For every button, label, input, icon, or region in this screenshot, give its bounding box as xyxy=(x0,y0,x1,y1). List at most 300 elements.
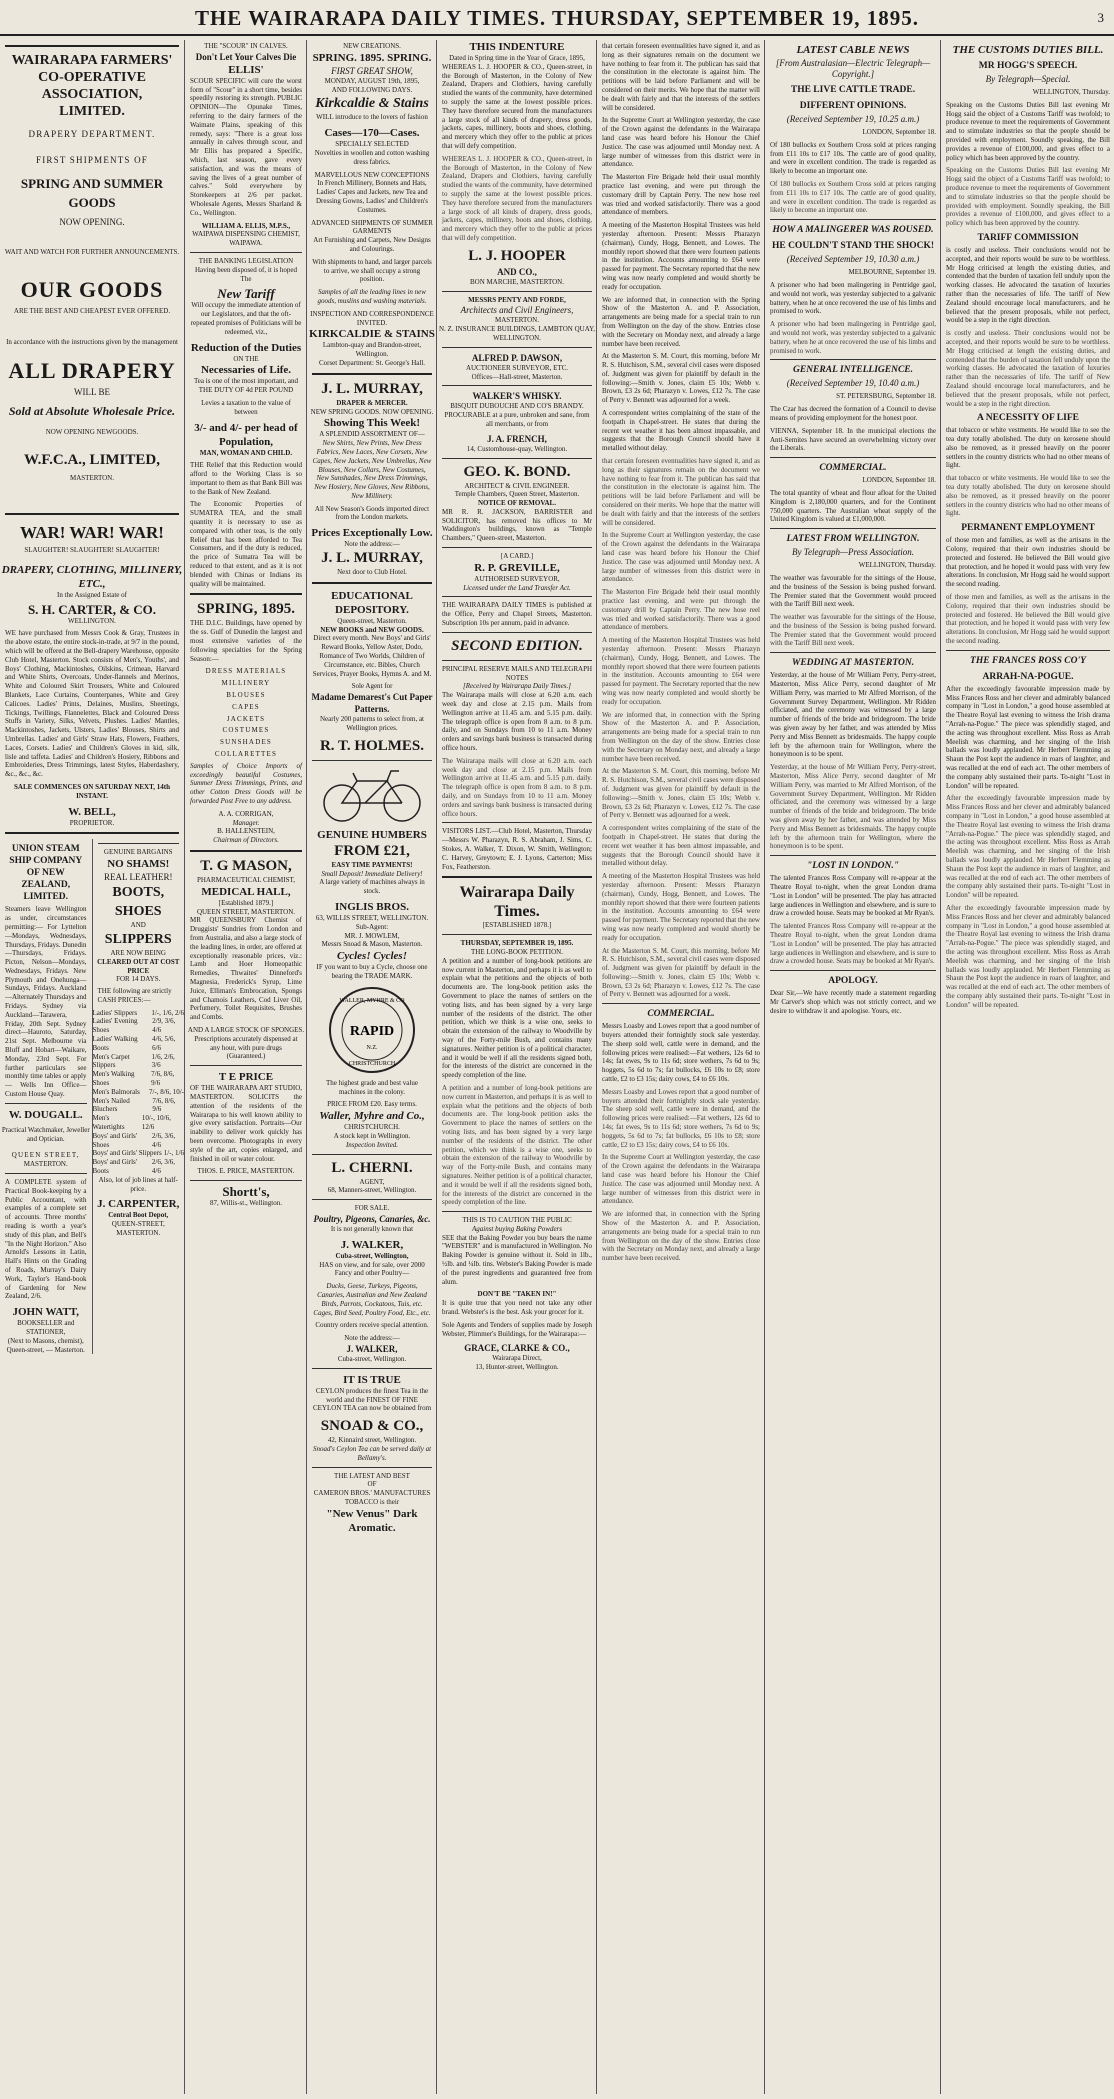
banking-levies: Levies a taxation to the value of between xyxy=(201,398,291,416)
leader-body-repeat: A petition and a number of long-book petitions are now current in Masterton, and perhaps it is as well to explain what the petitions and the objects of both documents are. The long-book petition asks the Government to place the names of settlers on the voting lists, and has been signed by a very large number of the residents of the district. The other petition, which we think is a wise one, seeks to obtain the extension of the railway to Woodville by way of the Forty-mile Bush, and contains many signatures. Neither petition is of a political character, and it would be well if all the residents signed both, for the interests of the district are concerned in the speedy completion of the line. xyxy=(442,1083,592,1207)
murray-prices: Prices Exceptionally Low. xyxy=(311,527,433,540)
jackson-body: MR R. R. JACKSON, BARRISTER and SOLICITOR, has removed his offices to Mr Waddington's buildings, known as "Temple Chambers," Queen-street, Masterton. xyxy=(442,507,592,543)
k-following: AND FOLLOWING DAYS. xyxy=(331,85,413,94)
penty-town: MASTERTON. xyxy=(495,316,539,325)
humber-highest: The highest grade and best value machines in the colony. xyxy=(326,1078,418,1096)
greville-addr: Licensed under the Land Transfer Act. xyxy=(463,583,571,592)
k-novelties: Novelties in woollen and cotton washing dress fabrics. xyxy=(314,148,430,166)
greville-name: R. P. GREVILLE, xyxy=(474,561,560,574)
column-1 xyxy=(0,40,184,2094)
banking-on: ON THE xyxy=(233,354,259,363)
penty-trade: Architects and Civil Engineers, xyxy=(460,305,574,316)
maling-sub: HE COULDN'T STAND THE SHOCK! xyxy=(771,241,935,252)
cherni-name: L. CHERNI. xyxy=(331,1159,413,1176)
spring-item: CAPES xyxy=(232,702,260,711)
wfca-our-goods: OUR GOODS xyxy=(20,276,164,302)
war-estate: In the Assigned Estate of xyxy=(57,590,127,599)
ellis-trade: WAIPAWA DISPENSING CHEMIST, WAIPAWA. xyxy=(192,230,300,248)
boots-price-row xyxy=(93,1097,185,1115)
wfca-town: MASTERTON. xyxy=(70,474,114,483)
caution-dont: DON'T BE "TAKEN IN!" xyxy=(477,1290,557,1299)
boots-and: AND xyxy=(130,921,146,930)
sale-note: Note the address:— xyxy=(344,1334,400,1343)
sale-head: FOR SALE. xyxy=(354,1204,390,1213)
carpenter-name: J. CARPENTER, xyxy=(97,1198,180,1211)
seal-rapid: RAPID xyxy=(349,1023,395,1039)
boots-price-value: 7/6, 8/6, 9/6 xyxy=(151,1070,175,1088)
greville-trade: AUTHORISED SURVEYOR, xyxy=(474,574,560,583)
boots-price-item: Ladies' Evening Shoes xyxy=(92,1017,138,1035)
sale-has: HAS on view, and for sale, over 2000 Fancy and other Poultry— xyxy=(319,1260,425,1278)
boots-price-item: Boys' and Girls' Shoes xyxy=(92,1131,138,1149)
mason-trade: PHARMACEUTICAL CHEMIST, xyxy=(196,875,295,884)
mails-head: PRINCIPAL RESERVE MAILS AND TELEGRAPH NOTES xyxy=(441,664,593,682)
cable-p1-repeat: Of 180 bullocks ex Southern Cross sold at prices ranging from £11 10s to £17 10s. The cattle are of good quality, and were in excellent condition. The trade is regarded as likely to become an important one. xyxy=(770,179,936,215)
mails-sub: [Received by Wairarapa Daily Times.] xyxy=(462,682,572,691)
venus-of: OF xyxy=(367,1480,377,1489)
sale-country: Country orders receive special attention. xyxy=(315,1321,429,1330)
carpenter-addr: QUEEN-STREET, MASTERTON. xyxy=(111,1220,165,1238)
war-prop: PROPRIETOR. xyxy=(69,818,115,827)
customs-p2-repeat: is costly and useless. Their conclusions would not be accepted, and their reports would be sure to be worthless. Mr Hogg criticised at length the existing duties, and contended that the burden of taxation fell unduly upon the working classes. He advocated the taxation of luxuries rather than the necessaries of life. The tariff of New Zealand should encourage local manufacturers, and he believed that the present proposals, while not perfect, would be a step in the right direction. xyxy=(946,329,1110,408)
mason-hall: MEDICAL HALL, xyxy=(201,885,291,898)
bond-trade: ARCHITECT & CIVIL ENGINEER. xyxy=(464,481,570,490)
second-edition: SECOND EDITION. xyxy=(451,637,583,654)
banking-head: THE BANKING LEGISLATION xyxy=(198,256,294,265)
customs-by: By Telegraph—Special. xyxy=(985,74,1071,84)
customs-p1-repeat: Speaking on the Customs Duties Bill last evening Mr Hogg said the object of a Customs Tariff was twofold; to produce revenue to meet the requirements of Government and to stimulate industries so that the people should be provided with employment. Soundly speaking, the Bill provides a revenue of £100,000, and gives effect to a policy which has been approved by the country. xyxy=(946,166,1110,228)
caution-addr2: 13, Hunter-street, Wellington. xyxy=(475,1363,559,1372)
boots-price-item: Ladies' Slippers xyxy=(92,1008,138,1017)
k-inspection: INSPECTION AND CORRESPONDENCE INVITED. xyxy=(310,309,434,327)
war-wellington: WELLINGTON. xyxy=(68,616,116,625)
boots-price-value: 10/-, 10/6, 12/6 xyxy=(141,1114,171,1132)
boots-price-value: 1/-, 1/6, 2/6 xyxy=(151,1008,184,1017)
murray-splendid: A SPLENDID ASSORTMENT OF— xyxy=(319,430,425,439)
bicycle-illustration xyxy=(317,765,427,825)
wfca-title-3: LIMITED. xyxy=(59,104,125,119)
caution-body2: It is quite true that you need not take any other brand. Webster's is the best. Ask your grocer for it. xyxy=(442,1299,592,1317)
banner-title: Wairarapa Daily Times. xyxy=(459,884,575,921)
murray-note: Note the address:— xyxy=(344,540,400,549)
perm-head: PERMANENT EMPLOYMENT xyxy=(961,523,1095,534)
tariff-head: TARIFF COMMISSION xyxy=(977,232,1079,243)
k-spring: SPRING. 1895. SPRING. xyxy=(312,51,432,64)
boots-price-row xyxy=(93,1053,185,1071)
venus-name: "New Venus" Dark Aromatic. xyxy=(326,1507,418,1534)
news-2: In the Supreme Court at Wellington yesterday, the case of the Crown against the defendants in the Wairarapa land case was heard before his Honour the Chief Justice. The case was adjourned until Monday next. A large number of witnesses from this district were in attendance. xyxy=(602,116,760,169)
k-advanced: ADVANCED SHIPMENTS OF SUMMER GARMENTS xyxy=(311,218,433,236)
murray-new: NEW SPRING GOODS. NOW OPENING. xyxy=(310,407,434,416)
commercial-body-repeat: Messrs Loasby and Lowes report that a good number of buyers attended their fortnightly stock sale yesterday. The sheep sold well, cattle were in demand, and the following prices were realised:—Fat wethers, 12s 6d to 14s; fat ewes, 9s to 11s 6d; store wethers, 7s 6d to 9s; hoggets, 5s 6d to 7s; fat bullocks, £6 10s to £8; store cattle, £2 to £3 15s; dairy cows, £4 to £6 10s. xyxy=(602,1087,760,1149)
dougall-trade: Practical Watchmaker, Jeweller and Optician. xyxy=(1,1125,90,1143)
boots-price-value: 2/6, 3/6, 4/6 xyxy=(152,1131,176,1149)
column-2 xyxy=(184,40,307,2094)
gen-recv: (Received September 19, 10.40 a.m.) xyxy=(786,378,920,389)
necessity-head: A NECESSITY OF LIFE xyxy=(977,413,1079,424)
wfca-spring: SPRING AND SUMMER GOODS xyxy=(20,176,164,210)
banking-body: Will occupy the immediate attention of our Legislators, and that the oft-repeated promises of Politicians will be redeemed, viz., xyxy=(190,301,302,336)
cable-head: LATEST CABLE NEWS xyxy=(796,44,910,56)
war-drapery: DRAPERY, CLOTHING, MILLINERY, ETC., xyxy=(1,563,183,590)
boots-price-value: 2/9, 3/6, 4/6 xyxy=(152,1017,176,1035)
banking-tea: Tea is one of the most important, and THE DUTY OF 4d PER POUND xyxy=(193,377,299,395)
humber-sub: Sub-Agent: xyxy=(355,922,389,931)
war-body: WE have purchased from Messrs Cook & Gray, Trustees in the above estate, the entire stock-in-trade, at 9/7 in the pound, which will be offered at the Bell-drapery Warehouse, opposite Club Hotel, Masterton. Stock consists of Men's, Youths', and Boys' Clothing, Mackintoshes, Oilskins, Crimean, Harvard and White Shirts, Overcoats, Under-flannels and Merinos, White and Coloured Skirt Trousers, White and Coloured Blankets, Lace Curtains, Counterpanes, White and Grey Calicoes. Ladies' Prints, Delaines, Muslins, Sheetings, Tickings, Twillings, Flannelettes, Black and Coloured Dress Stuffs in Variety, Silks, Velvets, Plushes. Ladies' Mantles, Mackintoshes, Jackets, Ulsters, Ladies' Blouses, Shirts and Umbrellas. Ladies' and Girls' Straw Hats, Flowers, Feathers, Laces, Corsets. Ladies' and Children's Gloves in kid, silk, lisle and taffeta. Ladies' and Children's Hosiery, Ribbons and Embroideries, Dress Trimmings, latest Styles, Haberdashery, &c., &c., &c. xyxy=(5,629,179,779)
ross-arrah: ARRAH-NA-POGUE. xyxy=(982,671,1074,682)
k-sample: Samples of all the leading lines in new goods, muslins and washing materials. xyxy=(317,288,427,305)
watt-trade: BOOKSELLER and STATIONER, xyxy=(17,1319,75,1336)
edu-body: Direct every month. New Boys' and Girls' Reward Books, Yellow Aster, Dodo, Romance of Two Worlds, Children of Circumstance, etc. Bibles, Church Services, Prayer Books, Hymns A. and M. xyxy=(312,634,432,678)
cable-live: THE LIVE CATTLE TRADE. xyxy=(790,85,916,95)
banking-man: MAN, WOMAN AND CHILD. xyxy=(199,448,293,457)
wel-p: The weather was favourable for the sittings of the House, and the business of the Session is being pushed forward. The Premier stated that the Government would proceed with the Tariff Bill next week. xyxy=(770,573,936,609)
maling-loc: MELBOURNE, September 19. xyxy=(848,268,936,277)
boots-genuine: GENUINE BARGAINS xyxy=(103,848,173,857)
news-5-repeat-2: We are informed that, in connection with the Spring Show of the Masterton A. and P. Association, arrangements are being made for a special train to run from Wellington on the day of the show. Entries close with the Secretary on Monday next, and already a large number have been received. xyxy=(602,1210,760,1263)
spring-mgr-title: Manager. xyxy=(232,818,260,827)
mason-name: T. G MASON, xyxy=(200,857,292,874)
mason-large: AND A LARGE STOCK OF SPONGES. xyxy=(187,1025,305,1034)
news-3: The Masterton Fire Brigade held their usual monthly practice last evening, and were put through the customary drill by Captain Perry. The new hose reel was tried and worked satisfactorily. There was a good attendance of members. xyxy=(602,173,760,217)
edu-name: R. T. HOLMES. xyxy=(319,737,425,754)
boots-real: REAL LEATHER! xyxy=(104,872,173,883)
k-name: Kirkcaldie & Stains xyxy=(315,96,429,112)
boots-price-item: Boys' and Girls' Boots xyxy=(92,1158,138,1176)
shortt-addr: 87, Willis-st., Wellington. xyxy=(209,1199,282,1208)
shortt-name: Shortt's, xyxy=(222,1184,270,1200)
boots-price-item: Men's Carpet Slippers xyxy=(92,1052,130,1070)
news-5: We are informed that, in connection with the Spring Show of the Masterton A. and P. Association, arrangements are being made for a special train to run from Wellington on the day of the show. Entries close with the Secretary on Monday next, and already a large number have been received. xyxy=(602,295,760,348)
hooper-addr: BON MARCHE, MASTERTON. xyxy=(470,277,564,286)
wedding-head: WEDDING AT MASTERTON. xyxy=(791,658,915,669)
watt-name: JOHN WATT, xyxy=(12,1306,80,1319)
maling-recv: (Received September 19, 10.30 a.m.) xyxy=(786,254,920,265)
boots-price-row xyxy=(93,1035,185,1053)
cable-p1: Of 180 bullocks ex Southern Cross sold at prices ranging from £11 10s to £17 10s. The cattle are of good quality, and were in excellent condition. The trade is regarded as likely to become an important one. xyxy=(770,140,936,176)
calves-sub: Don't Let Your Calves Die xyxy=(195,51,297,62)
lost-p-repeat: The talented Frances Ross Company will re-appear at the Theatre Royal to-night, when the great London drama "Lost in London" will be presented. The play has attracted large audiences in Wellington and elsewhere, and is sure to draw a crowded house. Seats may be booked at Mr Ryan's. xyxy=(770,922,936,966)
wfca-all-drapery: ALL DRAPERY xyxy=(8,358,176,384)
carpenter-depot: Central Boot Depot, xyxy=(108,1211,169,1220)
customs-p4: of those men and families, as well as the artisans in the Colony, required that their own industries should be protected and fostered. He believed the Bill would give that protection, and he hoped it would pass with very few alterations. In conclusion, Mr Hogg said he would support the second reading. xyxy=(946,536,1110,589)
boots-price-row xyxy=(93,1158,185,1176)
walkers-head: WALKER'S WHISKY. xyxy=(472,391,562,402)
caution-sub: Against buying Baking Powders xyxy=(471,1224,563,1233)
humber-name: INGLIS BROS. xyxy=(335,901,409,914)
dawson-name: ALFRED P. DAWSON, xyxy=(471,352,563,363)
k-marvellous: MARVELLOUS NEW CONCEPTIONS xyxy=(314,170,430,179)
wfca-title-1: WAIRARAPA FARMERS' xyxy=(11,53,173,68)
wfca-wait: WAIT AND WATCH FOR FURTHER ANNOUNCEMENTS. xyxy=(4,248,180,256)
news-6: At the Masterton S. M. Court, this morning, before Mr R. S. Hutchison, S.M., several civil cases were disposed of. Judgment was given for plaintiff by default in the following:—Smith v. Jones, claim £5 10s; Webb v. Brown, £3 2s 6d; Pharazyn v. Lowes, £12 7s. The case of Perry v. Bennett was adjourned for a week. xyxy=(602,352,760,405)
price-body: OF THE WAIRARAPA ART STUDIO, MASTERTON. SOLICITS the attention of the residents of the Wairarapa to his well known ability to give every satisfaction. Portraits—Our inability to deliver work quickly has been overcome. Photographs in every style of the art, copies enlarged, and finished in oil or water colour. xyxy=(190,1084,302,1163)
commercial-body: Messrs Loasby and Lowes report that a good number of buyers attended their fortnightly stock sale yesterday. The sheep sold well, cattle were in demand, and the following prices were realised:—Fat wethers, 12s 6d to 14s; fat ewes, 9s to 11s 6d; store wethers, 7s 6d to 9s; hoggets, 5s 6d to 7s; fat bullocks, £6 10s to £8; store cattle, £2 to £3 15s; dairy cows, £4 to £6 10s. xyxy=(602,1022,760,1084)
boots-are: ARE NOW BEING xyxy=(110,948,166,957)
spring-item-list xyxy=(185,667,307,758)
sale-addr2: Cuba-street, Wellington. xyxy=(337,1354,407,1363)
boots-boots: BOOTS, SHOES xyxy=(112,885,165,920)
spring-item: COSTUMES xyxy=(222,726,270,735)
boots-intro: THE following are strictly CASH PRICES:— xyxy=(97,987,172,1004)
caution-addr: Wairarapa Direct, xyxy=(492,1354,542,1363)
humber-easy: EASY TIME PAYMENTS! xyxy=(331,860,413,869)
boots-price-list xyxy=(93,1009,185,1176)
wfca-title-2: CO-OPERATIVE ASSOCIATION, xyxy=(38,70,146,102)
hooper-and: AND CO., xyxy=(497,266,537,277)
seal-line-1: WALLER, MYHRE & CO xyxy=(339,997,405,1004)
banner-est: [ESTABLISHED 1878.] xyxy=(482,921,552,930)
humber-price: PRICE FROM £20. Easy terms. xyxy=(327,1100,417,1109)
sale-items: Ducks, Geese, Turkeys, Pigeons, Canaries, Australian and New Zealand Birds, Parrots, Cockatoos, Tuis, etc. Cages, Bird Seed, Poultry Food, Etc., etc. xyxy=(313,1282,431,1317)
spring-chem: B. HALLENSTEIN, xyxy=(217,827,275,836)
sale-name: J. WALKER, xyxy=(340,1238,404,1251)
war-sale: SALE COMMENCES ON SATURDAY NEXT, 14th INSTANT. xyxy=(14,782,170,800)
spring-item: COLLARETTES xyxy=(214,750,278,759)
gen-loc: ST. PETERSBURG, September 18. xyxy=(836,392,936,401)
watt-town: Queen-street, — Masterton. xyxy=(6,1345,85,1354)
caution-agents: Sole Agents and Tenders of supplies made by Joseph Webster, Plimmer's Buildings, for the Wairarapa:— xyxy=(442,1320,592,1338)
customs-p2: is costly and useless. Their conclusions would not be accepted, and their reports would be sure to be worthless. Mr Hogg criticised at length the existing duties, and contended that the burden of taxation fell unduly upon the working classes. He advocated the taxation of luxuries rather than the necessaries of life. The tariff of New Zealand should encourage local manufacturers, and he believed that the present proposals, while not perfect, would be a step in the right direction. xyxy=(946,245,1110,325)
humber-waller: Waller, Myhre and Co., xyxy=(319,1110,425,1123)
banking-reduction: Reduction of the Duties xyxy=(190,341,302,354)
gen-p: The Czar has decreed the formation of a Council to devise means of providing employment for the honest poor. xyxy=(770,405,936,422)
mails-body-repeat: The Wairarapa mails will close at 6.20 a.m. each week day and close at 2.15 p.m. Mails from Wellington arrive at 11.45 a.m. and 5.15 p.m. daily. The telegraph office is open from 8 a.m. to 8 p.m. daily, and on Sundays from 10 to 11 a.m. Money orders and savings bank business is transacted during office hours. xyxy=(442,756,592,818)
walkers-sub: BISQUIT DUBOUCHE AND CO'S BRANDY. xyxy=(450,402,584,411)
steam-head: UNION STEAM SHIP COMPANY OF NEW ZEALAND, LIMITED. xyxy=(9,844,83,903)
humber-sub-addr: Messrs Snoad & Mason, Masterton. xyxy=(321,940,423,949)
spring-item: SUNSHADES xyxy=(219,738,273,747)
k-newcreations: NEW CREATIONS. xyxy=(343,42,401,50)
column-3 xyxy=(306,40,437,2094)
boots-also: Also, lot of job lines at half-price. xyxy=(98,1175,178,1193)
tender-body: VISITORS LIST.—Club Hotel, Masterton, Thursday—Messrs W. Pharazyn, R. S. Abraham, J. Sims, C. Stokes, A. Walker, T. Dixon, W. Smith, Wellington; C. Harvey, Greytown; E. J. Lyons, Carterton; Miss Fox, Featherston. xyxy=(442,827,592,871)
spring-item: BLOUSES xyxy=(226,691,266,700)
murray-name: J. L. MURRAY, xyxy=(321,380,423,397)
venus-head: THE LATEST AND BEST xyxy=(334,1471,410,1480)
wfca-now: NOW OPENING. xyxy=(59,217,125,227)
gen-p2: VIENNA, September 18. In the municipal elections the Anti-Semites have secured an overwhelming victory over the Liberals. xyxy=(770,426,936,453)
bond-name: GEO. K. BOND. xyxy=(463,463,571,480)
boots-price-item: Men's Nailed Bluchers xyxy=(92,1096,130,1114)
dawson-trade: AUCTIONEER SURVEYOR, ETC. xyxy=(465,363,569,372)
news-1-repeat: that certain foreseen eventualities have signed it, and as long as their signatures remain on the document we have nothing to fear from it. The publican has said that the constitution in the electorate is against him. The petitions will be laid before Parliament and will be considered on their merits. We hope that the matter will be dealt with fairly and that the interests of the settlers will be considered. xyxy=(602,457,760,527)
boots-price-item: Boys' and Girls' Slippers xyxy=(92,1149,162,1158)
wfca-dept: DRAPERY DEPARTMENT. xyxy=(28,129,156,139)
spring-body: THE D.I.C. Buildings, have opened by the ss. Gulf of Dunedin the largest and most extensive varieties of the following specialties for the Spring Season:— xyxy=(190,619,302,663)
murray-name2: J. L. MURRAY, xyxy=(321,550,423,567)
truth-name: SNOAD & CO., xyxy=(320,1418,424,1435)
murray-all: All New Season's Goods imported direct from the London markets. xyxy=(314,504,430,522)
maling-p: A prisoner who had been malingering in Pentridge gaol, and would not work, was yesterday subjected to a galvanic battery, when he at once recovered the use of his limbs and promised to work. xyxy=(770,280,936,316)
calves-head: THE "SCOUR" IN CALVES. xyxy=(204,42,288,50)
comm-p: The total quantity of wheat and flour afloat for the United Kingdom is 2,180,000 quarters, and for the Continent 750,000 quarters. The Australian wheat supply of the United Kingdom is valued at £1,000,000. xyxy=(770,488,936,524)
news-6-repeat: At the Masterton S. M. Court, this morning, before Mr R. S. Hutchison, S.M., several civil cases were disposed of. Judgment was given for plaintiff by default in the following:—Smith v. Jones, claim £5 10s; Webb v. Brown, £3 2s 6d; Pharazyn v. Lowes, £12 7s. The case of Perry v. Bennett was adjourned for a week. xyxy=(602,767,760,820)
spring-chem-title: Chairman of Directors. xyxy=(213,836,279,845)
k-art: Art Furnishing and Carpets, New Designs and Colourings. xyxy=(313,236,431,253)
column-6 xyxy=(764,40,941,2094)
boots-price-item: Men's Walking Shoes xyxy=(92,1070,135,1088)
mason-addr: QUEEN STREET, MASTERTON. xyxy=(196,907,296,916)
k-corset: Corset Department: St. George's Hall. xyxy=(318,358,426,367)
boots-price-row xyxy=(93,1070,185,1088)
bond-addr: Temple Chambers, Queen Street, Masterton. xyxy=(454,490,580,499)
banking-body3: The Economic Properties of SUMATRA TEA, and the small quantity it is necessary to use as compared with other teas, is the only Relief that has been afforded to Tea Consumers, and if the duty is reduced, the price of Sumatra Tea will be reduced to that extent, and as it is not blended with Chinas or Indians its quality will be maintained. xyxy=(190,500,302,588)
mason-est: [Established 1879.] xyxy=(218,898,274,907)
edu-nearly: Nearly 200 patterns to select from, at Wellington prices. xyxy=(320,715,424,733)
k-with: With shipments to hand, and larger parcels to arrive, we shall occupy a strong position. xyxy=(312,257,432,284)
edu-sub: Queen-street, Masterton. xyxy=(337,616,407,625)
news-4-repeat-2: A meeting of the Masterton Hospital Trustees was held yesterday afternoon. Present: Messrs Pharazyn (chairman), Cundy, Hogg, Bennett, and Lowes. The monthly report showed that there were fourteen patients in the institution. Accounts amounting to £64 were passed for payment. The Secretary reported that the new wing was now nearly completed and would shortly be ready for occupation. xyxy=(602,872,760,942)
boots-price-value: 2/6, 3/6, 4/6 xyxy=(151,1158,176,1176)
page-number: 3 xyxy=(1097,10,1104,25)
boots-price-value: 7/-, 8/6, 10/- xyxy=(149,1087,184,1096)
apology-p: Dear Sir,—We have recently made a statement regarding Mr Carver's shop which was not strictly correct, and we desire to withdraw it and apologise. Yours, etc. xyxy=(770,989,936,1015)
news-6-repeat-2: At the Masterton S. M. Court, this morning, before Mr R. S. Hutchison, S.M., several civil cases were disposed of. Judgment was given for plaintiff by default in the following:—Smith v. Jones, claim £5 10s; Webb v. Brown, £3 2s 6d; Pharazyn v. Lowes, £12 7s. The case of Perry v. Bennett was adjourned for a week. xyxy=(602,946,760,999)
steam-body: Steamers leave Wellington as under, circumstances permitting:— For Lyttelton—Mondays, Wednesdays, Thursdays, Fridays. Dunedin—Thursdays, Fridays. Picton, Nelson—Mondays, Wednesdays, Fridays. New Plymouth and Onehunga—Sundays, Fridays. Auckland—Alternately Thursdays and Fridays. Sydney via Auckland—Tarawera, Friday, 20th Sept. Sydney direct—Hauroto, Saturday, 21st Sept. Melbourne via Bluff and Hobart—Waikare, Monday, 23rd Sept. For further particulars see monthly time tables or apply— Wells Inn Office—Custom House Quay. xyxy=(5,905,87,1099)
sale-name2: J. WALKER, xyxy=(346,1343,398,1354)
news-7-repeat: A correspondent writes complaining of the state of the footpath in Chapel-street. He states that during the recent wet weather it has been almost impassable, and suggests that the Borough Council should have it metalled without delay. xyxy=(602,824,760,868)
seal-line-3: N.Z. xyxy=(366,1044,378,1051)
k-cases: Cases—170—Cases. xyxy=(324,127,420,140)
war-head: WAR! WAR! WAR! xyxy=(20,522,164,542)
bond-notice: NOTICE OF REMOVAL. xyxy=(478,499,556,508)
indenture-date: Dated in Spring time in the Year of Grace, 1895, xyxy=(449,54,585,62)
lost-p: The talented Frances Ross Company will re-appear at the Theatre Royal to-night, when the great London drama "Lost in London" will be presented. The play has attracted large audiences in Wellington and elsewhere, and is sure to draw a crowded house. Seats may be booked at Mr Ryan's. xyxy=(770,874,936,918)
column-7 xyxy=(940,40,1114,2094)
wel-head: LATEST FROM WELLINGTON. xyxy=(786,534,920,545)
truth-body: CEYLON produces the finest Tea in the world and the FINEST OF FINE CEYLON TEA can now be obtained from xyxy=(312,1386,432,1413)
boots-slippers: SLIPPERS xyxy=(104,931,172,947)
news-1: that certain foreseen eventualities have signed it, and as long as their signatures remain on the document we have nothing to fear from it. The publican has said that the constitution in the electorate is against him. The petitions will be laid before Parliament and will be considered on their merits. We hope that the matter will be dealt with fairly and that the interests of the settlers will be considered. xyxy=(602,42,760,112)
boots-price-value: 7/6, 8/6, 9/6 xyxy=(152,1096,176,1114)
cherni-agent: AGENT, xyxy=(359,1177,385,1186)
mails-body: The Wairarapa mails will close at 6.20 a.m. each week day and close at 2.15 p.m. Mails from Wellington arrive at 11.45 a.m. and 5.15 p.m. daily. The telegraph office is open from 8 a.m. to 8 p.m. daily, and on Sundays from 10 to 11 a.m. Money orders and savings bank business is transacted during office hours. xyxy=(442,691,592,753)
cherni-addr: 68, Manners-street, Wellington. xyxy=(327,1186,417,1195)
humber-sub-name: MR. J. MOWLEM, xyxy=(344,931,400,940)
indenture-head: THIS INDENTURE xyxy=(469,41,565,53)
mason-body: MR QUEENSBURY Chemist of Druggists' Sundries from London and from Australia, and also a large stock of the leading lines, in order, are offered at exceptionally reasonable prices, viz.: Lamb and Hoer Homeopathic Remedies, Thwaites' Dinneford's Magnesia, Frederick's Syrup, Lime Juice, Elliman's Embrocation, Spongs and Chamois Leathers, Cod Liver Oil, Perfumery, Toilet Requisites, Brushes and Combs. xyxy=(190,916,302,1022)
masthead xyxy=(0,0,1114,36)
wfca-accord: In accordance with the instructions given by the management xyxy=(6,337,178,346)
rapid-trade-mark-seal xyxy=(327,985,417,1075)
maling-p-repeat: A prisoner who had been malingering in Pentridge gaol, and would not work, was yesterday subjected to a galvanic battery, when he at once recovered the use of his limbs and promised to work. xyxy=(770,320,936,355)
murray-items: New Shirts, New Prints, New Dress Fabrics, New Laces, New Corsets, New Capes, New Jackets, New Umbrellas, New Blouses, New Collars, New Costumes, New Sunshades, New Dress Trimmings, New Hosiery, New Gloves, New Ribbons, New Millinery. xyxy=(312,439,432,500)
mason-pres: Prescriptions accurately dispensed at any hour, with pure drugs (Guaranteed.) xyxy=(194,1034,298,1061)
boots-noshams: NO SHAMS! xyxy=(107,858,170,871)
boots-price-row xyxy=(93,1088,185,1097)
murray-addr2: Next door to Club Hotel. xyxy=(337,568,407,577)
banner-head: THE LONG-BOOK PETITION. xyxy=(471,947,563,956)
k-addr: Lambton-quay and Brandon-street, Wellington. xyxy=(322,341,422,359)
war-prop-name: W. BELL, xyxy=(68,805,116,818)
boots-price-row xyxy=(93,1017,185,1035)
edu-demorest: Madame Demarest's Cut Paper Patterns. xyxy=(311,692,433,715)
humber-cycles: Cycles! Cycles! xyxy=(337,950,407,963)
boots-price-value: 1/6, 2/6, 3/6 xyxy=(151,1052,175,1070)
news-3-repeat: The Masterton Fire Brigade held their usual monthly practice last evening, and were put through the customary drill by Captain Perry. The new hose reel was tried and worked satisfactorily. There was a good attendance of members. xyxy=(602,588,760,632)
column-5 xyxy=(596,40,765,2094)
apology-head: APOLOGY. xyxy=(828,976,878,987)
masthead-title: THE WAIRARAPA DAILY TIMES. THURSDAY, SEPTEMBER 19, 1895. xyxy=(194,6,920,30)
wfca-open: NOW OPENING NEWGOODS. xyxy=(45,428,139,437)
dougall-town: MASTERTON. xyxy=(23,1160,68,1169)
wedding-p-repeat: Yesterday, at the house of Mr William Perry, Perry-street, Masterton, Miss Alice Perry, second daughter of Mr William Perry, was married to Mr Alfred Morrison, of the Government Survey Department, Wellington. Mr Ridden officiated, and the ceremony was witnessed by a large number of friends of the bride and bridegroom. The bride was given away by her father, and was attended by Miss Perry and Miss Bennett as bridesmaids. The happy couple left by the afternoon train for Wellington, where the honeymoon is to be spent. xyxy=(770,763,936,851)
boots-price-row xyxy=(93,1114,185,1132)
truth-head: IT IS TRUE xyxy=(343,1373,401,1386)
ellis-name: WILLIAM A. ELLIS, M.P.S., xyxy=(201,221,291,230)
spring-samples: Samples of Choice Imports of exceedingly beautiful Costumes, Summer Dress Trimmings, Prints, and other Cotton Dress Goods will be forwarded Post Free to any address. xyxy=(190,761,302,805)
news-2-repeat: In the Supreme Court at Wellington yesterday, the case of the Crown against the defendants in the Wairarapa land case was heard before his Honour the Chief Justice. The case was adjourned until Monday next. A large number of witnesses from this district were in attendance. xyxy=(602,531,760,584)
humber-insp: Inspection Invited. xyxy=(345,1140,399,1149)
ross-p-repeat-2: After the exceedingly favourable impression made by Miss Frances Ross and her clever and admirably balanced company in "Lost in London," a good house assembled at the Theatre Royal last evening to witness the Irish drama "Arrah-na-Pogue." The piece was splendidly staged, and the acting was throughout excellent. Miss Ross as Arrah Meelish was charming, and her singing of the Irish ballads was loudly applauded. Mr Herbert Flemming as Shaun the Post kept the audience in roars of laughter, and was recalled at the end of each act. The other members of the company ably sustained their parts. To-night "Lost in London" will be repeated. xyxy=(946,903,1110,1009)
k-specially: SPECIALLY SELECTED xyxy=(335,140,409,149)
banking-pct: 3/- and 4/- per head of Population, xyxy=(194,421,298,448)
news-4: A meeting of the Masterton Hospital Trustees was held yesterday afternoon. Present: Messrs Pharazyn (chairman), Cundy, Hogg, Bennett, and Lowes. The monthly report showed that there were fourteen patients in the institution. Accounts amounting to £64 were passed for payment. The Secretary reported that the new wing was now nearly completed and would shortly be ready for occupation. xyxy=(602,221,760,291)
customs-loc: WELLINGTON, Thursday. xyxy=(1032,88,1110,96)
boots-price-item: Men's Watertights xyxy=(92,1114,125,1132)
news-5-repeat: We are informed that, in connection with the Spring Show of the Masterton A. and P. Association, arrangements are being made for a special train to run from Wellington on the day of the show. Entries close with the Secretary on Monday next, and already a large number have been received. xyxy=(602,710,760,763)
banner-date: THURSDAY, SEPTEMBER 19, 1895. xyxy=(460,939,574,948)
k-date: MONDAY, AUGUST 19th, 1895, xyxy=(324,76,420,85)
war-name: S. H. CARTER, & CO. xyxy=(27,601,157,617)
customs-p1: Speaking on the Customs Duties Bill last evening Mr Hogg said the object of a Customs Tariff was twofold; to produce revenue to meet the requirements of Government and to stimulate industries so that the people should be provided with employment. Soundly speaking, the Bill provides a revenue of £100,000, and gives effect to a policy which has been approved by the country. xyxy=(946,100,1110,162)
humber-stock: A stock kept in Wellington. xyxy=(333,1132,411,1140)
boots-price-row xyxy=(93,1149,185,1158)
humber-large: A large variety of machines always in stock. xyxy=(319,878,425,896)
boots-days: FOR 14 DAYS. xyxy=(116,975,161,984)
war-slaughter: SLAUGHTER! SLAUGHTER! SLAUGHTER! xyxy=(24,545,160,554)
office-body: THE WAIRARAPA DAILY TIMES is published at the Office, Perry and Chapel Streets, Masterton. Subscription 10s per annum, paid in advance. xyxy=(442,601,592,628)
cable-sub: [From Australasian—Electric Telegraph—Copyright.] xyxy=(775,58,931,79)
penty-addr: N. Z. INSURANCE BUILDINGS, LAMBTON QUAY, WELLINGTON. xyxy=(438,325,596,342)
truth-addr: 42, Kinnaird street, Wellington. xyxy=(327,1436,417,1445)
maling-head: HOW A MALINGERER WAS ROUSED. xyxy=(772,225,934,236)
customs-p3-repeat: that tobacco or white vestments. He would like to see the tea duty totally abolished. The duty on kerosene should also be removed, as it pressed heavily on the poorer settlers in the country districts who had no other means of light. xyxy=(946,474,1110,518)
wfca-first: FIRST SHIPMENTS OF xyxy=(36,155,148,165)
banking-sub: Having been disposed of, it is hoped The xyxy=(194,265,298,283)
cable-loc1: LONDON, September 18. xyxy=(862,128,936,136)
edu-agent: Sole Agent for xyxy=(351,682,393,691)
murray-showing: Showing This Week! xyxy=(323,417,421,430)
ross-p-repeat: After the exceedingly favourable impression made by Miss Frances Ross and her clever and admirably balanced company in "Lost in London," a good house assembled at the Theatre Royal last evening to witness the Irish drama "Arrah-na-Pogue." The piece was splendidly staged, and the acting was throughout excellent. Miss Ross as Arrah Meelish was charming, and her singing of the Irish ballads was loudly applauded. Mr Herbert Flemming as Shaun the Post kept the audience in roars of laughter, and was recalled at the end of each act. The other members of the company ably sustained their parts. To-night "Lost in London" will be repeated. xyxy=(946,794,1110,900)
cable-diff: DIFFERENT OPINIONS. xyxy=(799,101,907,111)
sale-sub: Poultry, Pigeons, Canaries, &c. xyxy=(313,1213,431,1224)
edu-new: NEW BOOKS and NEW GOODS. xyxy=(320,625,424,634)
boots-price-value: 4/6, 5/6, 6/6 xyxy=(152,1035,176,1052)
calves-body: SCOUR SPECIFIC will cure the worst form of "Scour" in a short time, besides speedily restoring its strength. PUBLIC OPINION—The Opunake Times, referring to the dairy farmers of the Waimate Plains, speaking of this remedy, says: "There is a great loss annually in calves through scour, and Mr Ellis has prepared a Specific, which, last season, gave every satisfaction, and was the means of saving the lives of a great number of calves." Sold everywhere by Storekeepers at 2/6 per packet. Wholesale Agents, Messrs Sharland & Co., Wellington. xyxy=(190,76,302,217)
spring-item: JACKETS xyxy=(226,714,266,723)
price-addr: THOS. E. PRICE, MASTERTON. xyxy=(197,1167,295,1176)
humber-genuine: GENUINE HUMBERS xyxy=(317,828,427,841)
hooper-name: L. J. HOOPER xyxy=(468,247,566,264)
k-first: FIRST GREAT SHOW, xyxy=(331,65,413,76)
news-2-repeat-2: In the Supreme Court at Wellington yesterday, the case of the Crown against the defendants in the Wairarapa land case was heard before his Honour the Chief Justice. The case was adjourned until Monday next. A large number of witnesses from this district were in attendance. xyxy=(602,1153,760,1206)
humber-christ: CHRISTCHURCH. xyxy=(344,1123,400,1132)
wel-sub: By Telegraph—Press Association. xyxy=(792,547,914,558)
spring-head: SPRING, 1895. xyxy=(197,601,295,618)
customs-p3: that tobacco or white vestments. He would like to see the tea duty totally abolished. The duty on kerosene should also be removed, as it pressed heavily on the poorer settlers in the country districts who had no other means of light. xyxy=(946,426,1110,470)
k-name2: KIRKCALDIE & STAINS xyxy=(309,328,435,341)
wel-loc: WELLINGTON, Thursday. xyxy=(858,561,936,570)
sale-body: It is not generally known that xyxy=(330,1224,414,1233)
customs-p4-repeat: of those men and families, as well as the artisans in the Colony, required that their own industries should be protected and fostered. He believed the Bill would give that protection, and he hoped it would pass with very few alterations. In conclusion, Mr Hogg said he would support the second reading. xyxy=(946,593,1110,646)
sale-addr: Cuba-street, Wellington, xyxy=(335,1251,409,1260)
humber-if: IF you want to buy a Cycle, choose one bearing the TRADE MARK. xyxy=(316,963,428,981)
customs-head: THE CUSTOMS DUTIES BILL. xyxy=(952,44,1104,56)
seal-line-2: CHRISTCHURCH xyxy=(348,1060,396,1067)
comm-head: COMMERCIAL. xyxy=(819,463,887,474)
